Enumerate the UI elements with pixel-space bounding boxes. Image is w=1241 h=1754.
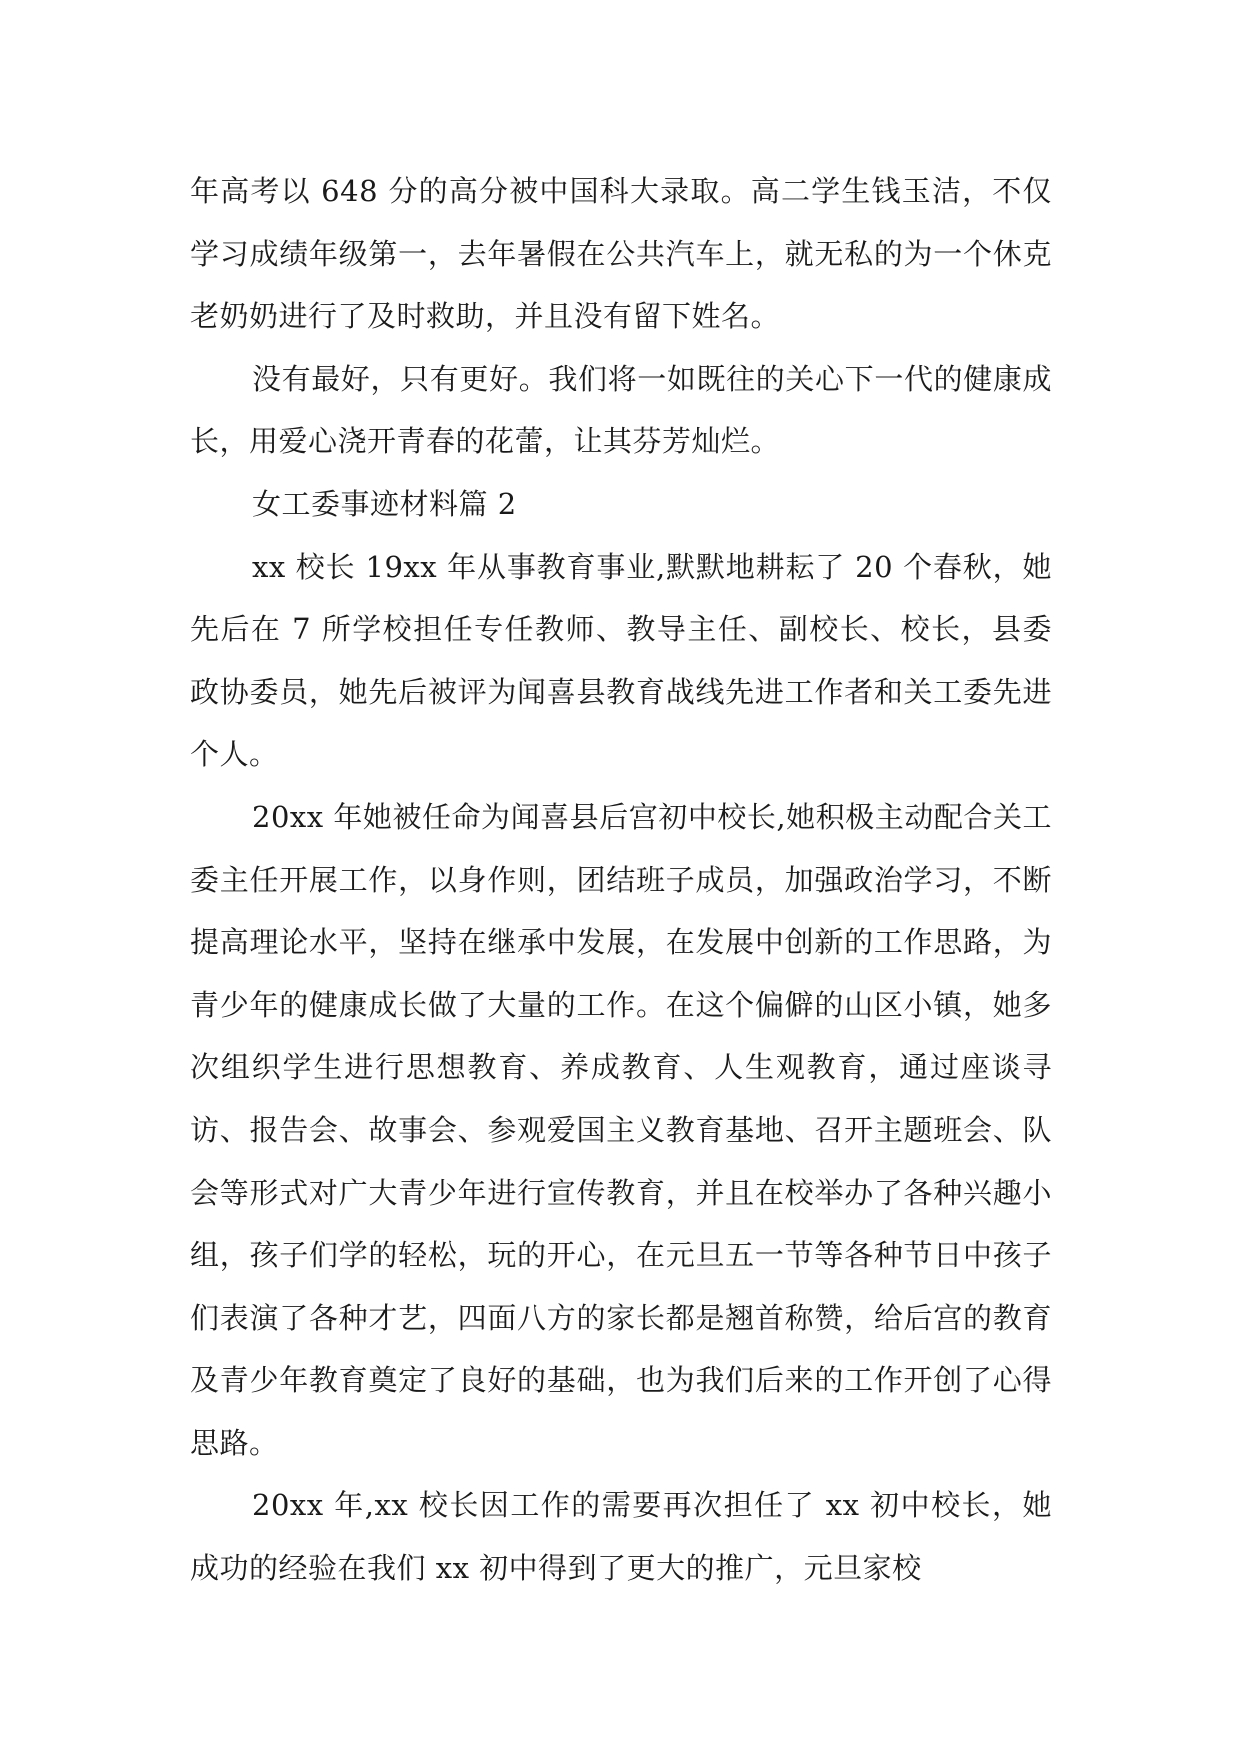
paragraph-3: xx 校长 19xx 年从事教育事业,默默地耕耘了 20 个春秋，她先后在 7 所学校担任专任教师、教导主任、副校长、校长，县委政协委员，她先后被评为闻喜县教育战线先进工作者和关工委先进个人。 xyxy=(190,549,1052,772)
paragraph-5: 20xx 年,xx 校长因工作的需要再次担任了 xx 初中校长，她成功的经验在我们 xx 初中得到了更大的推广，元旦家校 xyxy=(190,1488,1052,1586)
paragraph-1: 年高考以 648 分的高分被中国科大录取。高二学生钱玉洁，不仅学习成绩年级第一，去年暑假在公共汽车上，就无私的为一个休克老奶奶进行了及时救助，并且没有留下姓名。 xyxy=(190,174,1052,334)
paragraph-2: 没有最好，只有更好。我们将一如既往的关心下一代的健康成长，用爱心浇开青春的花蕾，让其芬芳灿烂。 xyxy=(190,361,1052,459)
paragraph-4: 20xx 年她被任命为闻喜县后宫初中校长,她积极主动配合关工委主任开展工作，以身作则，团结班子成员，加强政治学习，不断提高理论水平，坚持在继承中发展，在发展中创新的工作思路，为青少年的健康成长做了大量的工作。在这个偏僻的山区小镇，她多次组织学生进行思想教育、养成教育、人生观教育，通过座谈寻访、报告会、故事会、参观爱国主义教育基地、召开主题班会、队会等形式对广大青少年进行宣传教育，并且在校举办了各种兴趣小组，孩子们学的轻松，玩的开心，在元旦五一节等各种节日中孩子们表演了各种才艺，四面八方的家长都是翘首称赞，给后宫的教育及青少年教育奠定了良好的基础，也为我们后来的工作开创了心得思路。 xyxy=(190,799,1052,1460)
document-body xyxy=(190,160,1052,1600)
section-heading: 女工委事迹材料篇 2 xyxy=(252,486,517,521)
